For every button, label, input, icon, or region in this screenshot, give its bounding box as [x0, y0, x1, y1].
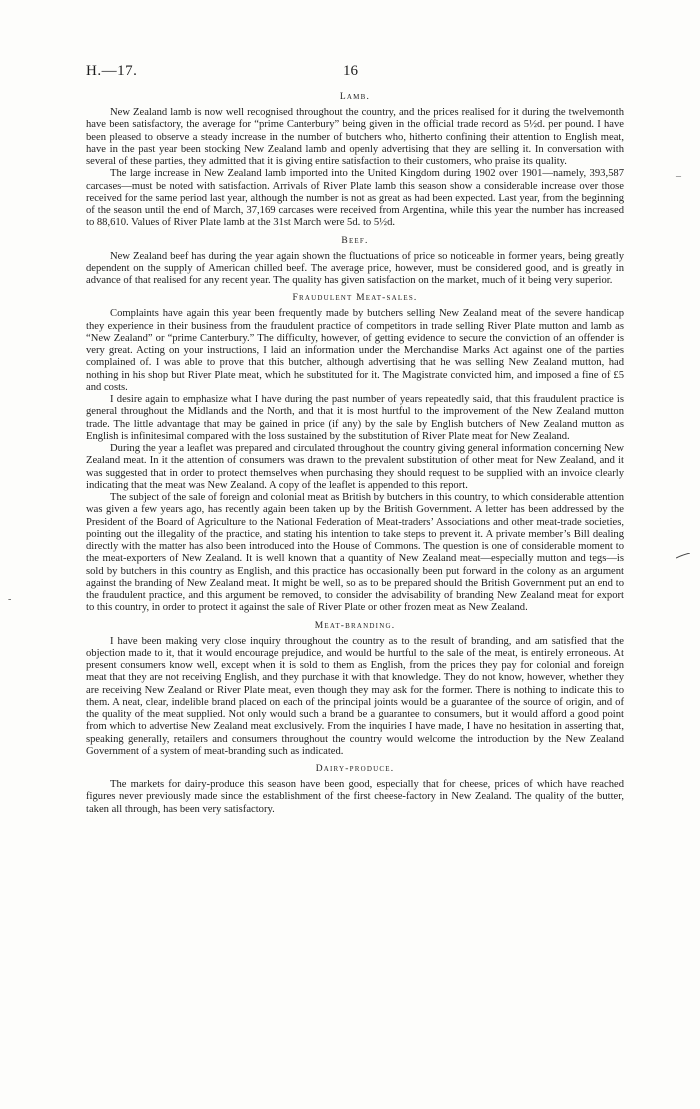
paragraph: I desire again to emphasize what I have during the past number of years repeatedly said, that this fraudulent practice is general throughout the Midlands and the North, and that it is most hurtful to the improvement of the New Zealand mutton trade. The little advantage that may be gained in price (if any) by the sale by English butchers of New Zealand mutton as English is infinitesimal compared with the loss sustained by the substitution of River Plate meat for New Zealand.	[86, 394, 624, 442]
section-fraudulent-meat-sales	[86, 293, 624, 614]
paragraph: New Zealand lamb is now well recognised throughout the country, and the prices realised for it during the twelvemonth have been satisfactory, the average for “prime Canterbury” being given in the official trade record as 5½d. per pound. I have been pleased to observe a steady increase in the number of butchers who, hitherto confining their attention to English meat, have in the past year been stocking New Zealand lamb and openly advertising that they are selling it. In conversation with several of these parties, they admitted that it is giving entire satisfaction to their customers, who praise its quality.	[86, 107, 624, 167]
section-heading: Beef.	[341, 235, 369, 246]
paragraph: Complaints have again this year been frequently made by butchers selling New Zealand meat of the severe handicap they experience in their business from the fraudulent practice of competitors in trade selling River Plate mutton and lamb as “New Zealand” or “prime Canterbury.” The difficulty, however, of getting evidence to secure the conviction of an offender is very great. Acting on your instructions, I laid an information under the Merchandise Marks Act against one of the parties complained of. I was able to prove that this butcher, although advertising that he was selling New Zealand mutton, had nothing in his shop but River Plate meat, which he substituted for it. The Magistrate convicted him, and imposed a fine of £5 and costs.	[86, 308, 624, 393]
section-lamb	[86, 92, 624, 230]
margin-pen-stroke-mark	[676, 553, 690, 559]
section-heading: Dairy-produce.	[315, 764, 395, 774]
paragraph: The subject of the sale of foreign and colonial meat as British by butchers in this country, to which considerable attention was given a few years ago, has recently again been taken up by the British Government. A letter has been addressed by the President of the Board of Agriculture to the National Federation of Meat-traders’ Associations and other meat-trade societies, pointing out the illegality of the practice, and stating his intention to take steps to prevent it. A private member’s Bill dealing directly with the matter has also been introduced into the House of Commons. The question is one of considerable moment to the meat-exporters of New Zealand. It is well known that a quantity of New Zealand meat—especially mutton and tegs—is sold by butchers in this country as English, and this practice has occasionally been put forward in the colony as an argument against the branding of New Zealand meat. It might be well, so as to be prepared should the British Government put an end to the fraudulent practice, and this argument be removed, to consider the advisability of branding New Zealand meat for export to this country, in order to protect it against the sale of River Plate or other frozen meat as New Zealand.	[86, 492, 624, 614]
margin-dash-mark: –	[676, 171, 681, 182]
paragraph: During the year a leaflet was prepared and circulated throughout the country giving general information concerning New Zealand meat. In it the attention of consumers was drawn to the prevalent substitution of other meat for New Zealand, and it was suggested that in order to protect themselves when purchasing they should request to be supplied with an invoice clearly indicating that the meat was New Zealand. A copy of the leaflet is appended to this report.	[86, 443, 624, 491]
paragraph: The markets for dairy-produce this season have been good, especially that for cheese, prices of which have reached figures never previously made since the establishment of the first cheese-factory in New Zealand. The quality of the butter, taken all through, has been very satisfactory.	[86, 779, 624, 815]
section-heading: Fraudulent Meat-sales.	[292, 293, 418, 304]
paragraph: New Zealand beef has during the year again shown the fluctuations of price so noticeable in former years, being greatly dependent on the supply of American chilled beef. The average price, however, must be considered good, and is greatly in advance of that realised for any recent year. The quality has given satisfaction on the market, much of it being very superior.	[86, 250, 624, 286]
paragraph: I have been making very close inquiry throughout the country as to the result of branding, and am satisfied that the objection made to it, that it would encourage prejudice, and would be hurtful to the sale of the meat, is entirely erroneous. At present consumers know well, except when it is sold to them as English, from the prices they pay for colonial and foreign meat that they are not receiving English, and they purchase it with that knowledge. They do not know, however, whether they are receiving New Zealand or River Plate meat, even though they may ask for the former. There is nothing to indicate this to them. A neat, clear, indelible brand placed on each of the principal joints would be a guarantee of the source of origin, and of the quality of the meat supplied. Not only would such a brand be a guarantee to consumers, but it would afford a good point from which to advertise New Zealand meat exclusively. From the inquiries I have made, I have no hesitation in asserting that, speaking generally, retailers and consumers throughout the country would welcome the introduction by the New Zealand Government of a system of meat-branding such as indicated.	[86, 635, 624, 757]
section-heading: Meat-branding.	[314, 620, 396, 631]
page-header	[86, 63, 626, 83]
margin-dash-mark: -	[8, 594, 12, 605]
page-body	[86, 92, 624, 816]
section-heading: Lamb.	[339, 92, 371, 102]
paragraph: The large increase in New Zealand lamb imported into the United Kingdom during 1902 over 1901—namely, 393,587 carcases—must be noted with satisfaction. Arrivals of River Plate lamb this season show a considerable increase over those received for the same period last year, although the number is not as great as had been expected. Last year, from the beginning of the season until the end of March, 37,169 carcases were received from Argentina, while this year the number has increased to 88,610. Values of River Plate lamb at the 31st March were 5d. to 5½d.	[86, 168, 624, 229]
section-meat-branding	[86, 621, 624, 759]
section-beef	[86, 236, 624, 288]
document-reference: H.—17.	[86, 63, 138, 79]
section-dairy-produce	[86, 764, 624, 816]
page-number: 16	[343, 63, 358, 79]
